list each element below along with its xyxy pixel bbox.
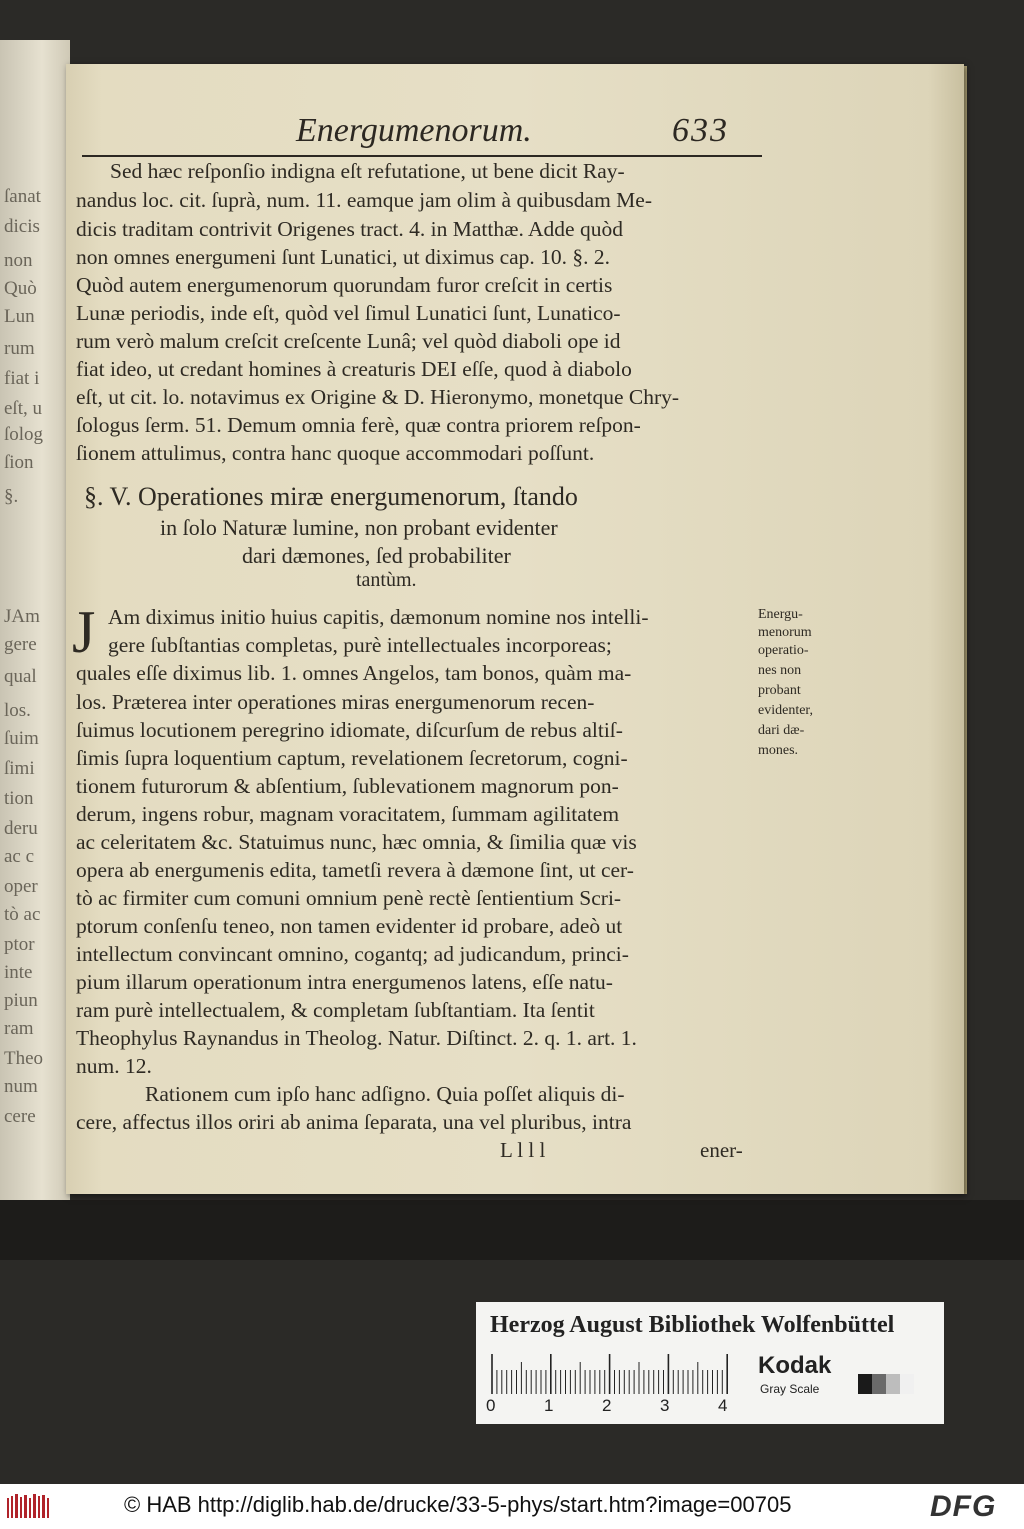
adjacent-page-fragment: ac c [4, 846, 35, 867]
hab-barcode-logo-icon [6, 1492, 52, 1522]
marginal-note-line: nes non [758, 663, 802, 678]
gray-patch [900, 1374, 914, 1394]
marginal-note-line: operatio- [758, 643, 809, 658]
marginal-note-line: Energu- [758, 607, 803, 622]
scale-number: 1 [544, 1396, 554, 1415]
running-head-title: Energumenorum. [296, 112, 532, 149]
text-line: tò ac firmiter cum comuni omnium penè rectè ſentientium Scri- [76, 886, 622, 910]
scale-number: 0 [486, 1396, 496, 1415]
adjacent-page-fragment: ram [4, 1018, 34, 1039]
adjacent-page-fragment: gere [4, 634, 37, 655]
adjacent-page-fragment: eſt, u [4, 398, 42, 419]
adjacent-page-fragment: ſanat [4, 186, 41, 207]
gray-patch [858, 1374, 872, 1394]
text-line: Quòd autem energumenorum quorundam furor creſcit in certis [76, 273, 613, 297]
text-line: pium illarum operationum intra energumenos latens, eſſe natu- [76, 970, 613, 994]
color-reference-card [476, 1302, 944, 1424]
text-line: Sed hæc reſponſio indigna eſt refutatione, ut bene dicit Ray- [110, 159, 625, 183]
text-line: num. 12. [76, 1054, 152, 1078]
ruler-scale [490, 1354, 740, 1394]
adjacent-page-fragment: §. [4, 486, 19, 507]
scale-number: 3 [660, 1396, 670, 1415]
kodak-logo: Kodak [758, 1352, 832, 1379]
adjacent-page-fragment: JAm [4, 606, 40, 627]
adjacent-page-fragment: qual [4, 666, 37, 687]
scale-number: 2 [602, 1396, 612, 1415]
gray-scale-label: Gray Scale [760, 1382, 820, 1396]
text-line: quales eſſe diximus lib. 1. omnes Angelos, tam bonos, quàm ma- [76, 661, 632, 685]
adjacent-page-fragment: ſuim [4, 728, 39, 749]
section-heading-line: in ſolo Naturæ lumine, non probant evidenter [160, 515, 558, 540]
adjacent-page-fragment: ptor [4, 934, 35, 955]
gray-patches [858, 1374, 914, 1394]
adjacent-page-fragment: tò ac [4, 904, 41, 925]
institution-label: Herzog August Bibliothek Wolfenbüttel [490, 1312, 895, 1338]
text-line: ptorum conſenſu teneo, non tamen evidenter id probare, adeò ut [76, 914, 623, 938]
text-line: opera ab energumenis edita, tametſi revera à dæmone ſint, ut cer- [76, 858, 634, 882]
gray-patch [886, 1374, 900, 1394]
text-line: ram purè intellectualem, & completam ſubſtantiam. Ita ſentit [76, 998, 595, 1022]
marginal-note-line: evidenter, [758, 703, 814, 718]
adjacent-page-fragment: tion [4, 788, 34, 809]
signature-mark: L l l l [500, 1138, 546, 1162]
text-line: eſt, ut cit. lo. notavimus ex Origine & D. Hieronymo, monetque Chry- [76, 385, 680, 409]
header-rule [82, 155, 762, 157]
adjacent-page-fragment: ſolog [4, 424, 44, 445]
text-line: ſimis ſupra loquentium captum, revelationem ſecretorum, cogni- [76, 746, 628, 770]
marginal-note-line: probant [758, 683, 801, 698]
section-heading-line: tantùm. [356, 569, 417, 591]
adjacent-page-fragment: ſion [4, 452, 34, 473]
dfg-logo: DFG [930, 1490, 997, 1523]
copyright-url[interactable]: © HAB http://diglib.hab.de/drucke/33-5-phys/start.htm?image=00705 [124, 1492, 792, 1517]
text-line: rum verò malum creſcit creſcente Lunâ; vel quòd diaboli ope id [76, 329, 621, 353]
marginal-note-line: mones. [758, 743, 799, 758]
text-line: fiat ideo, ut credant homines à creaturis DEI eſſe, quod à diabolo [76, 357, 632, 381]
text-line: Theophylus Raynandus in Theolog. Natur. Diſtinct. 2. q. 1. art. 1. [76, 1026, 637, 1050]
text-line: ſionem attulimus, contra hanc quoque accommodari poſſunt. [76, 441, 595, 465]
adjacent-page-fragment: fiat i [4, 368, 40, 389]
text-line: tionem futurorum & abſentium, ſublevationem magnorum pon- [76, 774, 619, 798]
adjacent-page-fragment: los. [4, 700, 31, 721]
text-line: cere, affectus illos oriri ab anima ſeparata, una vel pluribus, intra [76, 1110, 632, 1134]
catchword: ener- [700, 1138, 743, 1162]
text-line: intellectum convincant omnino, cogantq; ad judicandum, princi- [76, 942, 629, 966]
text-line: Am diximus initio huius capitis, dæmonum nomine nos intelli- [108, 605, 649, 629]
text-line: dicis traditam contrivit Origenes tract. 4. in Matthæ. Adde quòd [76, 217, 623, 241]
page-number: 633 [672, 112, 729, 149]
adjacent-page-fragment: non [4, 250, 33, 271]
adjacent-page-fragment: num [4, 1076, 38, 1097]
gray-patch [872, 1374, 886, 1394]
text-line: nandus loc. cit. ſuprà, num. 11. eamque jam olim à quibusdam Me- [76, 188, 652, 212]
adjacent-page-fragment: deru [4, 818, 38, 839]
marginal-note-line: dari dæ- [758, 723, 805, 738]
scale-number: 4 [718, 1396, 728, 1415]
drop-cap: J [72, 599, 96, 665]
text-line: ſuimus locutionem peregrino idiomate, diſcurſum de rebus altiſ- [76, 718, 623, 742]
text-line: non omnes energumeni ſunt Lunatici, ut diximus cap. 10. §. 2. [76, 245, 611, 269]
footer-bar [0, 1484, 1024, 1529]
adjacent-page-fragment: piun [4, 990, 38, 1011]
adjacent-page-fragment: ſimi [4, 758, 35, 779]
text-line: Lunæ periodis, inde eſt, quòd vel ſimul Lunatici ſunt, Lunatico- [76, 301, 621, 325]
text-line: ſologus ſerm. 51. Demum omnia ferè, quæ contra priorem reſpon- [76, 413, 641, 437]
text-line: los. Præterea inter operationes miras energumenorum recen- [76, 690, 595, 714]
adjacent-page-fragment: rum [4, 338, 35, 359]
text-line: ac celeritatem &c. Statuimus nunc, hæc omnia, & ſimilia quæ vis [76, 830, 637, 854]
background-shadow [0, 1200, 1024, 1260]
adjacent-page-fragment: Lun [4, 306, 35, 327]
text-line: gere ſubſtantias completas, purè intellectuales incorporeas; [108, 633, 612, 657]
section-heading-line: §. V. Operationes miræ energumenorum, ſtando [84, 482, 578, 511]
text-line: Rationem cum ipſo hanc adſigno. Quia poſſet aliquis di- [145, 1082, 625, 1106]
adjacent-page-fragment: inte [4, 962, 33, 983]
adjacent-page-fragment: Theo [4, 1048, 44, 1069]
adjacent-page-fragment: Quò [4, 278, 37, 299]
section-heading-line: dari dæmones, ſed probabiliter [242, 543, 511, 568]
adjacent-page-fragment: dicis [4, 216, 40, 237]
adjacent-page-fragment: oper [4, 876, 38, 897]
marginal-note-line: menorum [758, 625, 812, 640]
text-line: derum, ingens robur, magnam voracitatem, ſummam agilitatem [76, 802, 620, 826]
adjacent-page-fragment: cere [4, 1106, 36, 1127]
